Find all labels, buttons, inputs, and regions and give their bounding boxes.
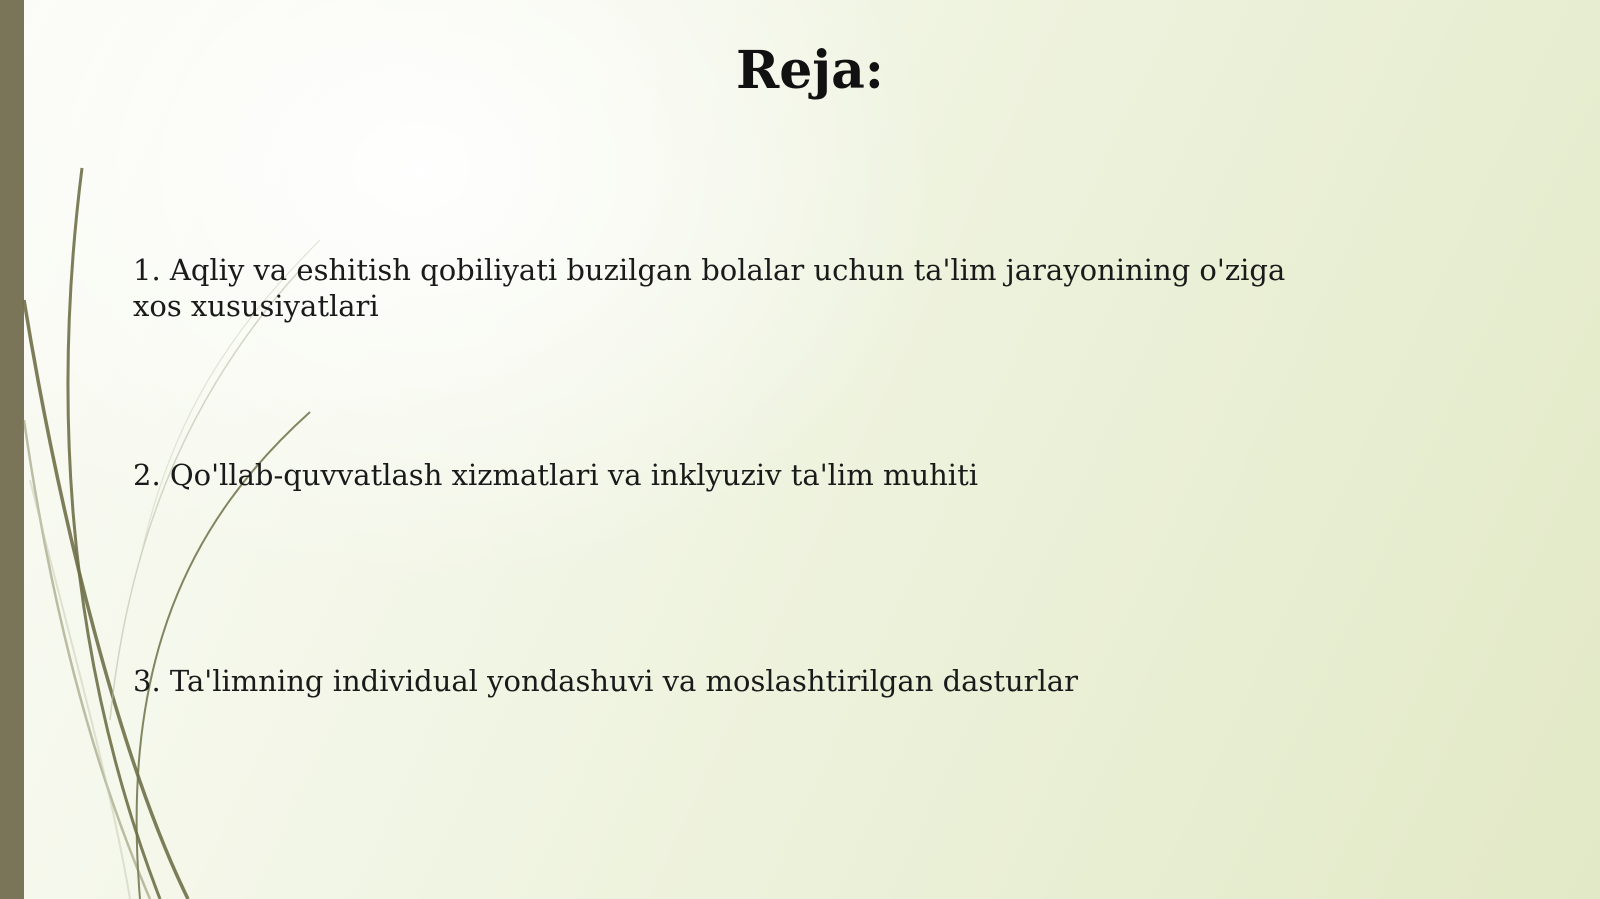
plan-item-2: 2. Qo'llab-quvvatlash xizmatlari va inklyuziv ta'lim muhiti bbox=[133, 458, 979, 492]
grass-decoration-icon bbox=[0, 0, 340, 899]
slide-title: Reja: bbox=[735, 40, 884, 101]
plan-item-3: 3. Ta'limning individual yondashuvi va moslashtirilgan dasturlar bbox=[133, 664, 1078, 698]
plan-item-1: 1. Aqliy va eshitish qobiliyati buzilgan bolalar uchun ta'lim jarayonining o'ziga xos xususiyatlari bbox=[133, 253, 1286, 323]
